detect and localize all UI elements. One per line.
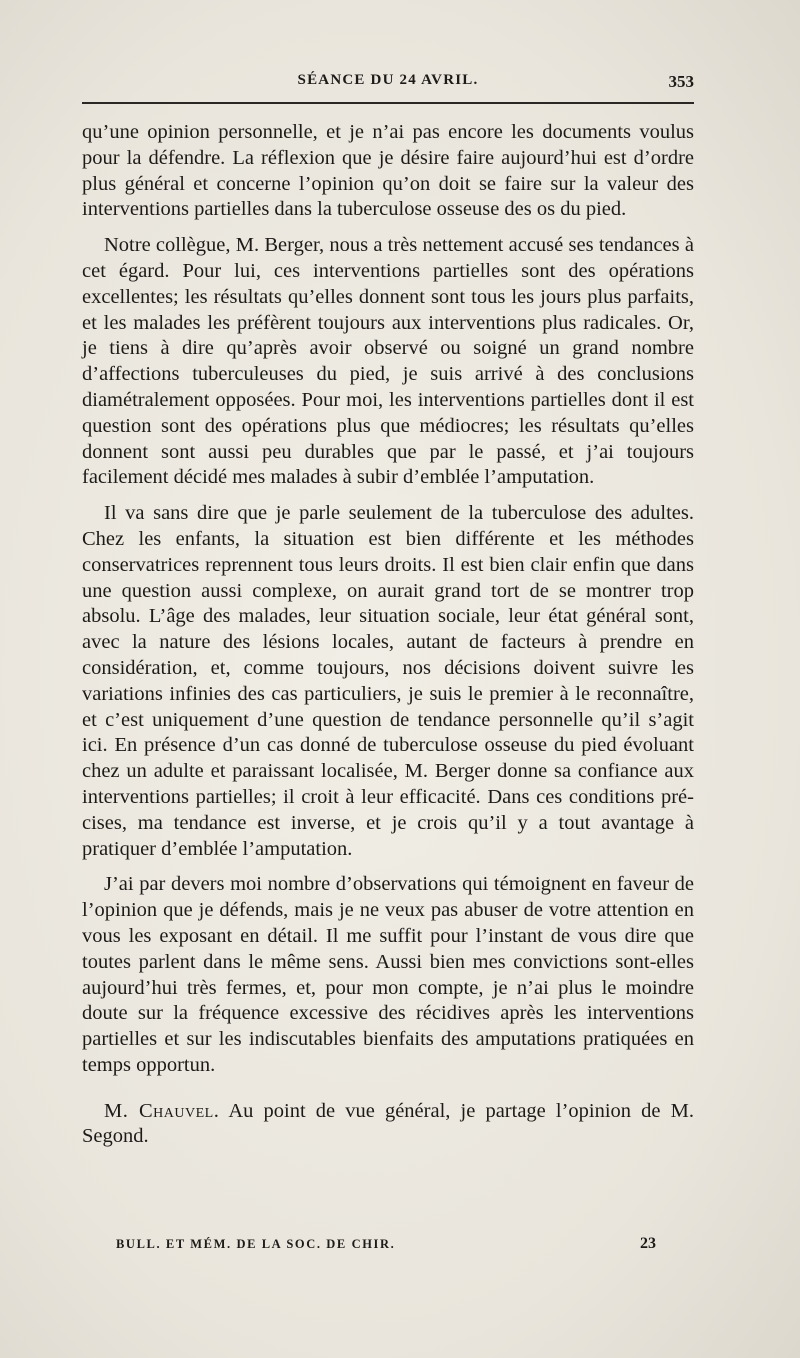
body-text [82,120,694,1150]
paragraph-1: qu’une opinion personnelle, et je n’ai pas encore les documents voulus pour la défendre. La réflexion que je désire faire aujourd’hui est d’ordre plus général et concerne l’opinion qu’on doit se faire sur la valeur des interventions partielles dans la tuberculose osseuse des os du pied. [82,121,694,221]
page-header [82,72,694,96]
page-number: 353 [668,72,694,91]
page-footer [116,1237,656,1259]
running-title: SÉANCE DU 24 AVRIL. [297,72,479,88]
speaker-name: M. Chauvel. [104,1099,220,1122]
footer-signature: BULL. ET MÉM. DE LA SOC. DE CHIR. [116,1237,396,1251]
paragraph-3: Il va sans dire que je parle seulement de la tuberculose des adultes. Chez les enfants, la situation est bien différente et les méthodes conservatrices reprennent tous leurs droits. Il est bien clair enfin que dans une question aussi complexe, on aurait grand tort de se montrer trop absolu. L’âge des malades, leur situation sociale, leur état général sont, avec la nature des lésions locales, autant de facteurs à prendre en considération, et, comme toujours, nos décisions doivent suivre les variations infinies des cas particuliers, je suis le premier à le reconnaître, et c’est uniquement d’une question de tendance personnelle qu’il s’agit ici. En présence d’un cas donné de tuberculose osseuse du pied évoluant chez un adulte et paraissant localisée, M. Berger donne sa confiance aux interventions partielles; il croit à leur efficacité. Dans ces conditions précises, ma tendance est inverse, et je crois qu’il y a tout avantage à pratiquer d’emblée l’amputation. [82,502,694,860]
sheet-number: 23 [640,1235,656,1252]
paragraph-2: Notre collègue, M. Berger, nous a très nettement accusé ses tendances à cet égard. Pour lui, ces interventions partielles sont des opérations excellentes; les résultats qu’elles donnent sont tous les jours plus parfaits, et les malades les préfèrent toujours aux interventions plus radicales. Or, je tiens à dire qu’après avoir observé ou soigné un grand nombre d’affections tuberculeuses du pied, je suis arrivé à des conclusions diamétralement opposées. Pour moi, les interventions partielles dont il est question sont des opérations plus que médiocres; les résultats qu’elles donnent sont aussi peu durables que par le passé, et j’ai toujours facilement décidé mes malades à subir d’emblée l’amputation. [82,234,694,489]
paragraph-4: J’ai par devers moi nombre d’observations qui témoignent en faveur de l’opinion que je défends, mais je ne veux pas abuser de votre attention en vous les exposant en détail. Il me suffit pour l’instant de vous dire que toutes parlent dans le même sens. Aussi bien mes convictions sont-elles aujourd’hui très fermes, et, pour mon compte, je n’ai plus le moindre doute sur la fréquence excessive des récidives après les interventions partielles et sur les indiscutables bienfaits des amputations pratiquées en temps opportun. [82,873,694,1076]
paragraph-5 [82,1099,694,1151]
paragraph-5-text: Au point de vue général, je partage l’opinion de M. Segond. [82,1099,694,1148]
header-rule [82,102,694,104]
